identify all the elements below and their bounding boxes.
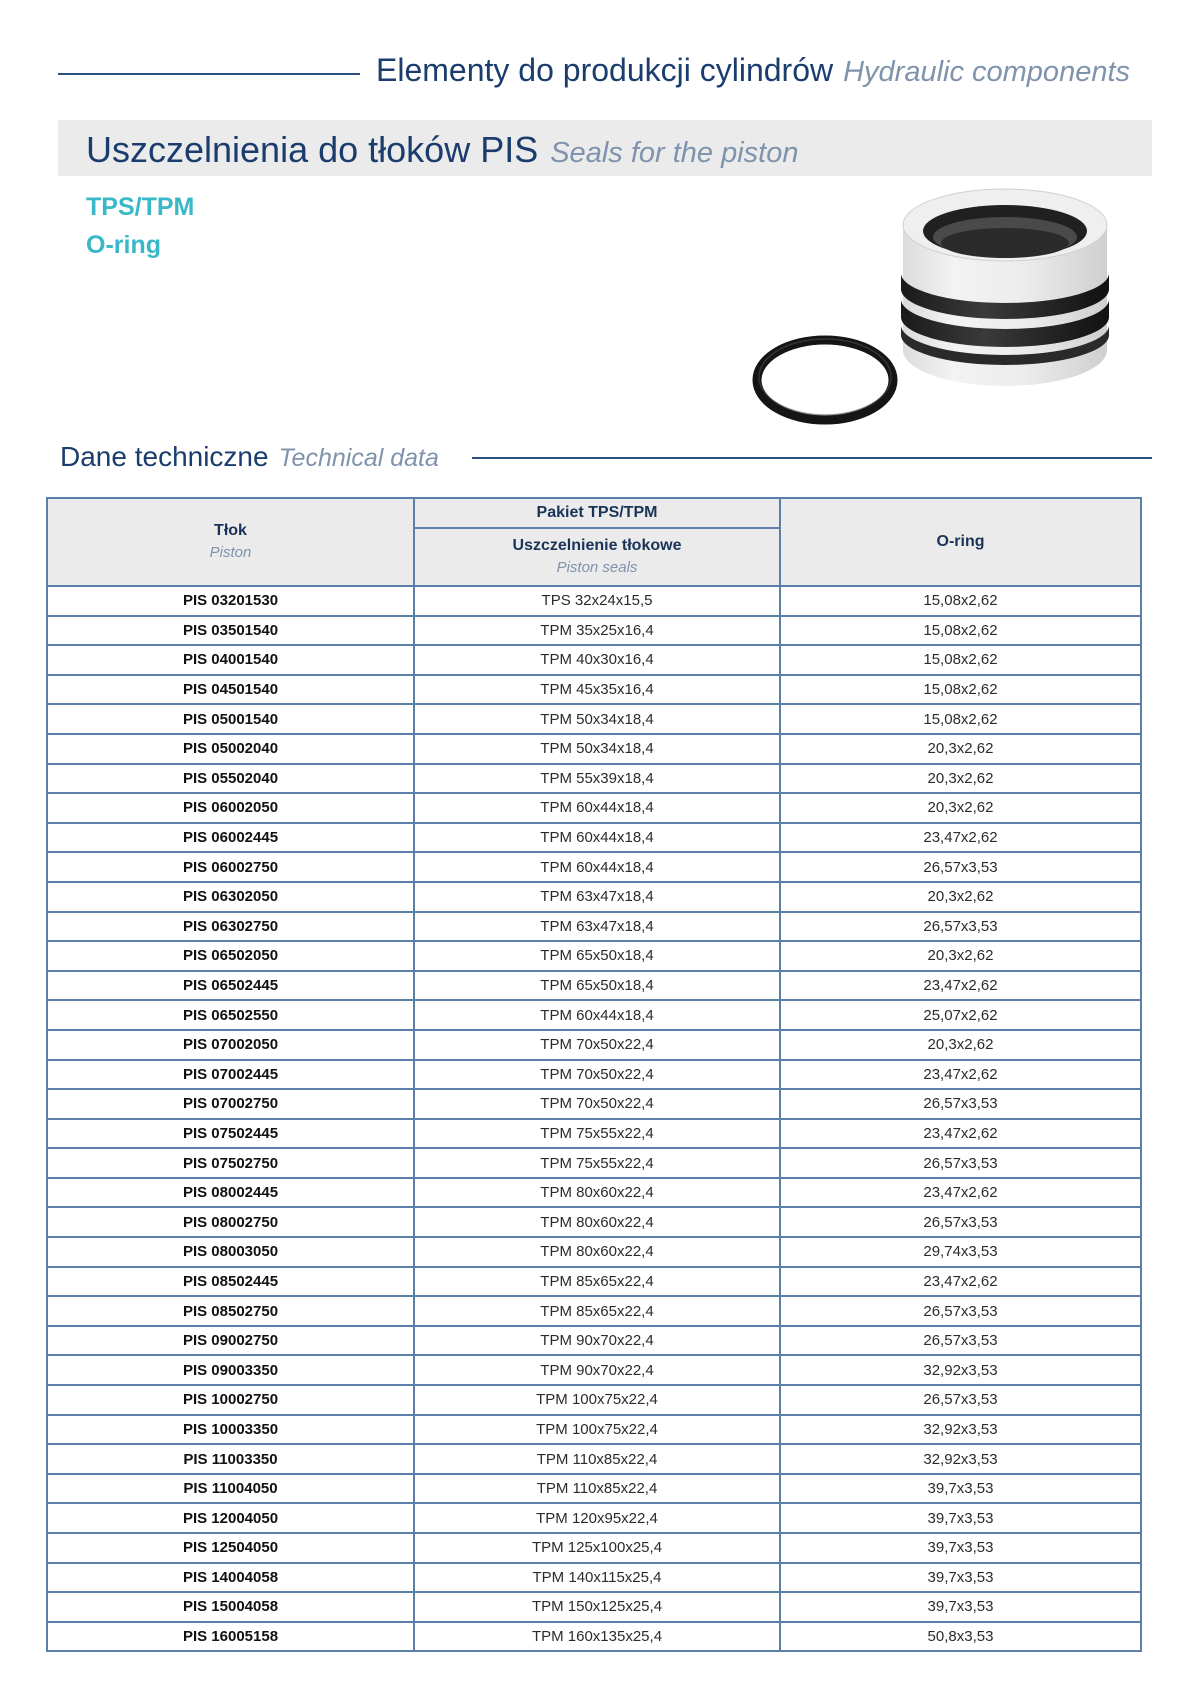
table-row (47, 1178, 1141, 1208)
cell-piston-seal: TPM 90x70x22,4 (414, 1326, 780, 1356)
section-title (86, 128, 798, 175)
table-row (47, 645, 1141, 675)
cell-o-ring: 26,57x3,53 (780, 1207, 1141, 1237)
table-row (47, 1622, 1141, 1652)
cell-o-ring: 15,08x2,62 (780, 675, 1141, 705)
cell-piston-seal: TPM 85x65x22,4 (414, 1296, 780, 1326)
col-header-piston-en: Piston (209, 544, 252, 561)
cell-piston-seal: TPM 160x135x25,4 (414, 1622, 780, 1652)
cell-piston-code: PIS 04001540 (47, 645, 414, 675)
cell-o-ring: 15,08x2,62 (780, 586, 1141, 616)
cell-piston-code: PIS 04501540 (47, 675, 414, 705)
cell-piston-seal: TPM 85x65x22,4 (414, 1267, 780, 1297)
section-title-pl: Uszczelnienia do tłoków PIS (86, 129, 539, 170)
cell-piston-code: PIS 11004050 (47, 1474, 414, 1504)
cell-piston-seal: TPM 65x50x18,4 (414, 941, 780, 971)
table-row (47, 675, 1141, 705)
cell-piston-code: PIS 08502750 (47, 1296, 414, 1326)
col-header-piston-seals (414, 528, 780, 586)
cell-piston-code: PIS 12004050 (47, 1503, 414, 1533)
cell-o-ring: 50,8x3,53 (780, 1622, 1141, 1652)
table-row (47, 1355, 1141, 1385)
table-row (47, 1296, 1141, 1326)
cell-o-ring: 20,3x2,62 (780, 882, 1141, 912)
cell-piston-code: PIS 06302750 (47, 912, 414, 942)
table-row (47, 1563, 1141, 1593)
cell-piston-code: PIS 08002445 (47, 1178, 414, 1208)
cell-piston-seal: TPM 75x55x22,4 (414, 1119, 780, 1149)
cell-piston-seal: TPM 110x85x22,4 (414, 1444, 780, 1474)
table-row (47, 823, 1141, 853)
header-title-en: Hydraulic components (843, 56, 1131, 88)
table-row (47, 1119, 1141, 1149)
table-row (47, 882, 1141, 912)
cell-piston-seal: TPM 55x39x18,4 (414, 764, 780, 794)
loose-o-ring (757, 339, 893, 420)
cell-piston-seal: TPM 63x47x18,4 (414, 912, 780, 942)
seal-package (901, 189, 1109, 386)
table-row (47, 1385, 1141, 1415)
cell-piston-code: PIS 07002050 (47, 1030, 414, 1060)
cell-piston-seal: TPM 70x50x22,4 (414, 1060, 780, 1090)
table-row (47, 1444, 1141, 1474)
cell-o-ring: 20,3x2,62 (780, 941, 1141, 971)
table-row (47, 1474, 1141, 1504)
table-row (47, 1030, 1141, 1060)
cell-piston-code: PIS 14004058 (47, 1563, 414, 1593)
cell-piston-code: PIS 05502040 (47, 764, 414, 794)
cell-piston-code: PIS 03201530 (47, 586, 414, 616)
cell-piston-code: PIS 06502445 (47, 971, 414, 1001)
table-row (47, 852, 1141, 882)
cell-piston-code: PIS 10003350 (47, 1415, 414, 1445)
product-type-tps-tpm: TPS/TPM (86, 193, 195, 221)
cell-piston-code: PIS 08502445 (47, 1267, 414, 1297)
cell-piston-seal: TPM 65x50x18,4 (414, 971, 780, 1001)
table-row (47, 734, 1141, 764)
header-title (376, 50, 1130, 92)
cell-piston-seal: TPM 60x44x18,4 (414, 1000, 780, 1030)
cell-piston-code: PIS 07002445 (47, 1060, 414, 1090)
cell-piston-code: PIS 05001540 (47, 704, 414, 734)
cell-piston-seal: TPM 125x100x25,4 (414, 1533, 780, 1563)
cell-piston-code: PIS 06002445 (47, 823, 414, 853)
table-row (47, 1060, 1141, 1090)
table-row (47, 764, 1141, 794)
technical-data-rule (472, 457, 1152, 459)
cell-piston-seal: TPM 100x75x22,4 (414, 1415, 780, 1445)
cell-piston-code: PIS 06302050 (47, 882, 414, 912)
technical-data-title (60, 439, 439, 476)
col-header-piston-seals-pl: Uszczelnienie tłokowe (512, 537, 682, 554)
cell-o-ring: 26,57x3,53 (780, 852, 1141, 882)
cell-piston-code: PIS 06002750 (47, 852, 414, 882)
cell-o-ring: 26,57x3,53 (780, 1296, 1141, 1326)
cell-piston-seal: TPM 80x60x22,4 (414, 1207, 780, 1237)
cell-o-ring: 39,7x3,53 (780, 1592, 1141, 1622)
table-row (47, 1237, 1141, 1267)
table-body (47, 586, 1141, 1651)
cell-piston-code: PIS 07002750 (47, 1089, 414, 1119)
cell-o-ring: 23,47x2,62 (780, 971, 1141, 1001)
cell-piston-seal: TPM 70x50x22,4 (414, 1030, 780, 1060)
cell-piston-seal: TPM 60x44x18,4 (414, 793, 780, 823)
cell-piston-code: PIS 06002050 (47, 793, 414, 823)
table-row (47, 1148, 1141, 1178)
cell-o-ring: 20,3x2,62 (780, 1030, 1141, 1060)
header-title-pl: Elementy do produkcji cylindrów (376, 52, 834, 88)
cell-o-ring: 23,47x2,62 (780, 1119, 1141, 1149)
cell-piston-seal: TPM 140x115x25,4 (414, 1563, 780, 1593)
cell-piston-seal: TPM 40x30x16,4 (414, 645, 780, 675)
cell-piston-seal: TPM 110x85x22,4 (414, 1474, 780, 1504)
cell-o-ring: 23,47x2,62 (780, 1060, 1141, 1090)
cell-piston-code: PIS 05002040 (47, 734, 414, 764)
cell-piston-seal: TPM 100x75x22,4 (414, 1385, 780, 1415)
cell-o-ring: 39,7x3,53 (780, 1533, 1141, 1563)
cell-o-ring: 39,7x3,53 (780, 1474, 1141, 1504)
cell-o-ring: 23,47x2,62 (780, 1267, 1141, 1297)
col-header-piston (47, 498, 414, 586)
table-row (47, 1089, 1141, 1119)
cell-piston-seal: TPS 32x24x15,5 (414, 586, 780, 616)
cell-o-ring: 26,57x3,53 (780, 1385, 1141, 1415)
section-title-en: Seals for the piston (550, 137, 799, 169)
technical-data-title-pl: Dane techniczne (60, 441, 269, 472)
table-row (47, 793, 1141, 823)
cell-piston-seal: TPM 90x70x22,4 (414, 1355, 780, 1385)
cell-piston-code: PIS 07502750 (47, 1148, 414, 1178)
cell-piston-code: PIS 03501540 (47, 616, 414, 646)
cell-piston-seal: TPM 50x34x18,4 (414, 704, 780, 734)
cell-o-ring: 39,7x3,53 (780, 1503, 1141, 1533)
col-header-piston-seals-en: Piston seals (556, 559, 638, 576)
cell-o-ring: 23,47x2,62 (780, 1178, 1141, 1208)
table-row (47, 971, 1141, 1001)
table-row (47, 616, 1141, 646)
cell-piston-code: PIS 06502550 (47, 1000, 414, 1030)
cell-piston-code: PIS 06502050 (47, 941, 414, 971)
cell-piston-seal: TPM 80x60x22,4 (414, 1178, 780, 1208)
cell-piston-code: PIS 16005158 (47, 1622, 414, 1652)
cell-o-ring: 32,92x3,53 (780, 1355, 1141, 1385)
cell-piston-seal: TPM 60x44x18,4 (414, 823, 780, 853)
table-row (47, 1000, 1141, 1030)
cell-o-ring: 20,3x2,62 (780, 734, 1141, 764)
cell-piston-code: PIS 10002750 (47, 1385, 414, 1415)
col-header-group: Pakiet TPS/TPM (414, 498, 780, 528)
cell-o-ring: 20,3x2,62 (780, 793, 1141, 823)
table-row (47, 586, 1141, 616)
cell-o-ring: 23,47x2,62 (780, 823, 1141, 853)
cell-piston-seal: TPM 63x47x18,4 (414, 882, 780, 912)
cell-piston-code: PIS 12504050 (47, 1533, 414, 1563)
cell-piston-code: PIS 11003350 (47, 1444, 414, 1474)
technical-data-title-en: Technical data (278, 444, 439, 472)
cell-piston-code: PIS 09003350 (47, 1355, 414, 1385)
table-row (47, 1592, 1141, 1622)
table-row (47, 1415, 1141, 1445)
cell-o-ring: 20,3x2,62 (780, 764, 1141, 794)
table-row (47, 704, 1141, 734)
table-row (47, 1533, 1141, 1563)
cell-o-ring: 32,92x3,53 (780, 1444, 1141, 1474)
cell-piston-code: PIS 08003050 (47, 1237, 414, 1267)
cell-piston-code: PIS 15004058 (47, 1592, 414, 1622)
table-row (47, 941, 1141, 971)
cell-o-ring: 15,08x2,62 (780, 645, 1141, 675)
table-row (47, 1267, 1141, 1297)
table-row (47, 1207, 1141, 1237)
cell-o-ring: 29,74x3,53 (780, 1237, 1141, 1267)
cell-o-ring: 39,7x3,53 (780, 1563, 1141, 1593)
cell-piston-seal: TPM 50x34x18,4 (414, 734, 780, 764)
col-header-piston-pl: Tłok (214, 522, 247, 539)
cell-piston-seal: TPM 70x50x22,4 (414, 1089, 780, 1119)
product-type-o-ring: O-ring (86, 231, 161, 259)
table-row (47, 912, 1141, 942)
cell-o-ring: 26,57x3,53 (780, 1148, 1141, 1178)
seal-product-image (745, 185, 1145, 435)
cell-piston-code: PIS 09002750 (47, 1326, 414, 1356)
cell-piston-seal: TPM 75x55x22,4 (414, 1148, 780, 1178)
table-row (47, 1503, 1141, 1533)
cell-o-ring: 15,08x2,62 (780, 616, 1141, 646)
cell-piston-seal: TPM 60x44x18,4 (414, 852, 780, 882)
cell-piston-seal: TPM 120x95x22,4 (414, 1503, 780, 1533)
table-row (47, 1326, 1141, 1356)
cell-piston-seal: TPM 45x35x16,4 (414, 675, 780, 705)
cell-piston-seal: TPM 35x25x16,4 (414, 616, 780, 646)
cell-o-ring: 26,57x3,53 (780, 912, 1141, 942)
cell-piston-seal: TPM 80x60x22,4 (414, 1237, 780, 1267)
col-header-o-ring: O-ring (780, 498, 1141, 586)
cell-piston-seal: TPM 150x125x25,4 (414, 1592, 780, 1622)
cell-piston-code: PIS 08002750 (47, 1207, 414, 1237)
cell-o-ring: 25,07x2,62 (780, 1000, 1141, 1030)
header-rule (58, 73, 360, 75)
cell-piston-code: PIS 07502445 (47, 1119, 414, 1149)
technical-data-table (46, 497, 1142, 1652)
cell-o-ring: 15,08x2,62 (780, 704, 1141, 734)
cell-o-ring: 32,92x3,53 (780, 1415, 1141, 1445)
cell-o-ring: 26,57x3,53 (780, 1326, 1141, 1356)
cell-o-ring: 26,57x3,53 (780, 1089, 1141, 1119)
